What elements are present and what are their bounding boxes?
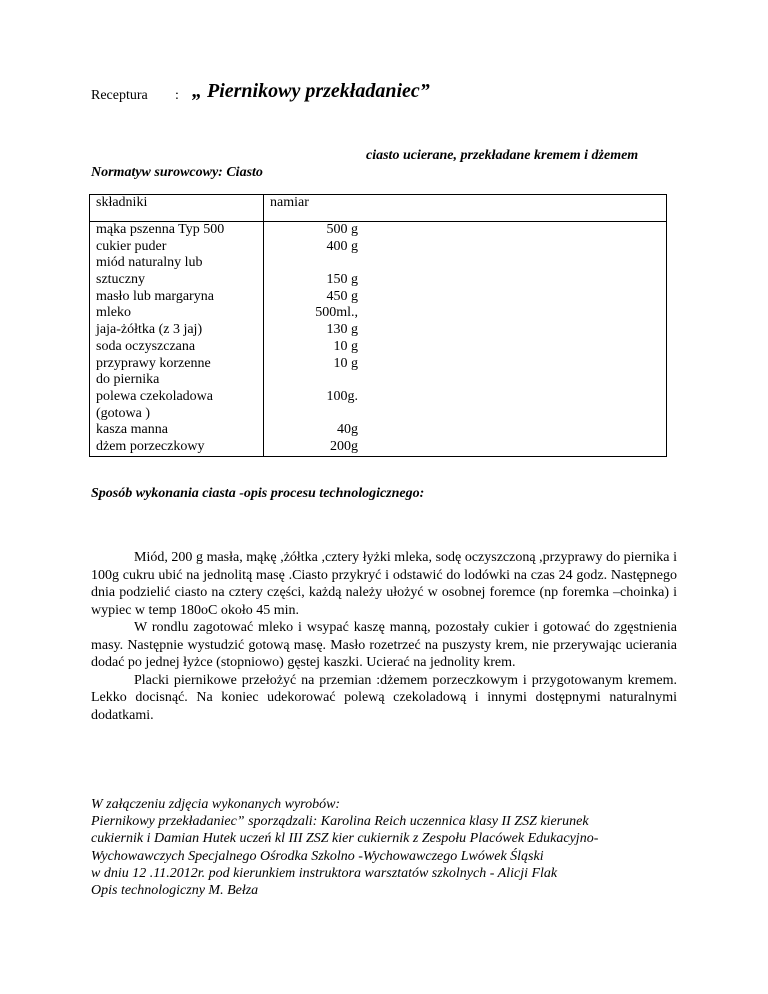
ingredient-line: dżem porzeczkowy bbox=[96, 438, 205, 454]
amount-line: 10 g bbox=[333, 355, 358, 371]
table-header-row bbox=[90, 195, 667, 222]
ingredients-table bbox=[89, 194, 667, 457]
method-paragraph: Miód, 200 g masła, mąkę ,żółtka ,cztery łyżki mleka, sodę oczyszczoną ,przyprawy do piernika i 100g cukru ubić na jednolitą masę .Ciasto przykryć i odstawić do lodówki na czas 24 godz. Następnego dnia podzielić ciasto na cztery części, każdą należy ułożyć w osobnej foremce (np foremka –choinka) i wypiec w temp 180oC około 45 min. bbox=[91, 550, 677, 618]
amount-line: 200g bbox=[330, 438, 358, 454]
amount-line bbox=[298, 406, 358, 423]
recipe-label: Receptura bbox=[91, 88, 148, 103]
amount-line: 130 g bbox=[326, 322, 358, 338]
amount-line: 40g bbox=[337, 422, 358, 438]
amount-line: 500 g bbox=[326, 222, 358, 237]
amount-line: 10 g bbox=[333, 338, 358, 354]
ingredient-line: miód naturalny lub bbox=[96, 255, 203, 271]
amount-line: 500ml., bbox=[315, 305, 358, 321]
amount-line bbox=[298, 372, 358, 389]
footer-line: Wychowawczych Specjalnego Ośrodka Szkolno -Wychowawczego Lwówek Śląski bbox=[91, 848, 544, 864]
ingredients-column-header: składniki bbox=[90, 195, 264, 222]
ingredient-line: do piernika bbox=[96, 372, 160, 388]
ingredient-line: jaja-żółtka (z 3 jaj) bbox=[96, 322, 203, 338]
footer-line: w dniu 12 .11.2012r. pod kierunkiem instruktora warsztatów szkolnych - Alicji Flak bbox=[91, 865, 558, 881]
ingredient-line: kasza manna bbox=[96, 422, 168, 438]
amount-line: 400 g bbox=[326, 238, 358, 254]
amount-line: 100g. bbox=[326, 388, 358, 404]
recipe-subtitle: ciasto ucierane, przekładane kremem i dżemem bbox=[366, 148, 639, 163]
ingredient-line: cukier puder bbox=[96, 238, 167, 254]
ingredient-line: sztuczny bbox=[96, 272, 145, 288]
amount-list bbox=[264, 222, 667, 457]
method-paragraph: Placki piernikowe przełożyć na przemian :dżemem porzeczkowym i przygotowanym kremem. Lekko docisnąć. Na koniec udekorować polewą czekoladową i innymi dostępnymi naturalnymi dodatkami. bbox=[91, 672, 677, 723]
ingredient-line: przyprawy korzenne bbox=[96, 355, 211, 371]
ingredient-line: masło lub margaryna bbox=[96, 288, 214, 304]
amount-line bbox=[298, 255, 358, 272]
ingredient-line: mleko bbox=[96, 305, 131, 321]
table-body-row bbox=[90, 222, 667, 457]
ingredient-list bbox=[90, 222, 264, 457]
ingredient-line: mąka pszenna Typ 500 bbox=[96, 222, 225, 237]
ingredient-line: soda oczyszczana bbox=[96, 338, 196, 354]
method-heading: Sposób wykonania ciasta -opis procesu technologicznego: bbox=[91, 486, 425, 501]
recipe-title: „ Piernikowy przekładaniec” bbox=[192, 80, 430, 102]
label-colon: : bbox=[175, 88, 179, 103]
footer-line: Opis technologiczny M. Bełza bbox=[91, 883, 259, 899]
footer-line: Piernikowy przekładaniec” sporządzali: Karolina Reich uczennica klasy II ZSZ kierunek bbox=[91, 814, 589, 830]
method-paragraph: W rondlu zagotować mleko i wsypać kaszę manną, pozostały cukier i gotować do zgęstnienia masy. Następnie wystudzić gotową masę. Masło rozetrzeć na puszysty krem, nie przerywając ucierania dodać po jednej łyżce (stopniowo) gęstej kaszki. Ucierać na jednolity krem. bbox=[91, 620, 677, 670]
amount-column-header: namiar bbox=[264, 195, 667, 222]
method-description bbox=[91, 549, 677, 724]
amount-line: 450 g bbox=[326, 288, 358, 304]
raw-material-norm-label: Normatyw surowcowy: Ciasto bbox=[91, 165, 263, 180]
ingredient-line: (gotowa ) bbox=[96, 405, 151, 421]
footer-line: W załączeniu zdjęcia wykonanych wyrobów: bbox=[91, 797, 341, 812]
credits-footer bbox=[91, 796, 691, 899]
amount-line: 150 g bbox=[326, 272, 358, 288]
ingredient-line: polewa czekoladowa bbox=[96, 388, 213, 404]
footer-line: cukiernik i Damian Hutek uczeń kl III ZSZ kier cukiernik z Zespołu Placówek Edukacyjno- bbox=[91, 831, 599, 847]
